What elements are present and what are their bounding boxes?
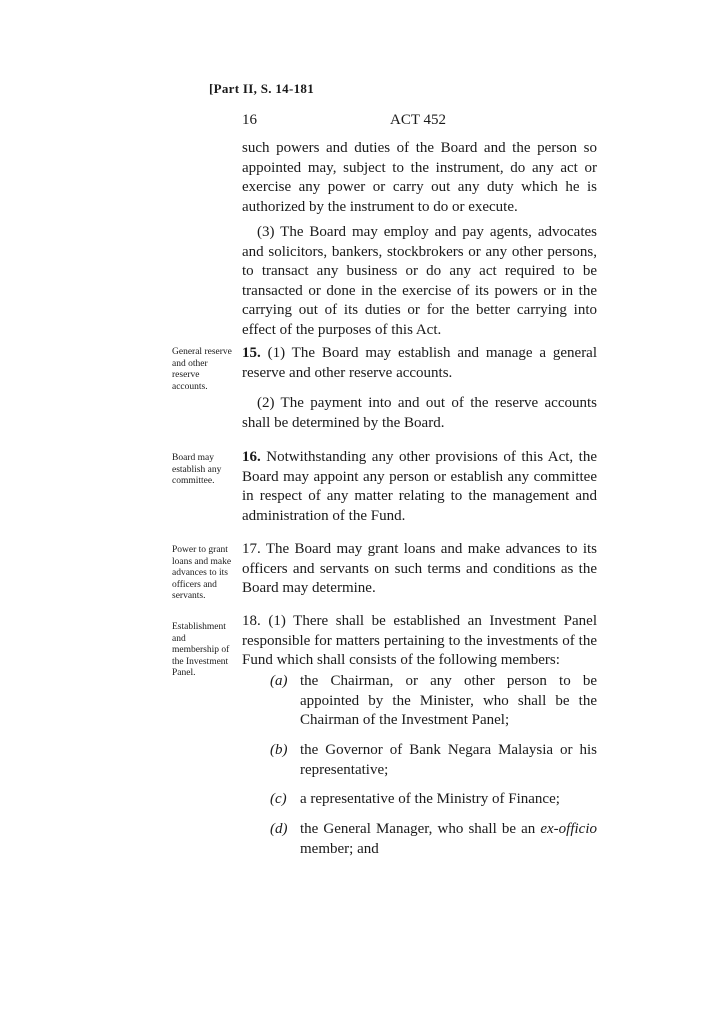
- list-item-text: the Chairman, or any other person to be appointed by the Minister, who shall be the Chairman of the Investment Panel;: [300, 673, 597, 728]
- list-item-label: (b): [270, 742, 288, 758]
- list-item-d: [270, 820, 597, 859]
- section-16-text: Notwithstanding any other provisions of this Act, the Board may appoint any person or establish any committee in respect of any matter relating to the management and administration of the Fund.: [242, 449, 597, 524]
- section-15: [242, 344, 597, 383]
- list-item-label: (a): [270, 673, 288, 689]
- section-number: 16.: [242, 449, 261, 465]
- continuation-paragraph: [242, 139, 597, 217]
- list-item-text: a representative of the Ministry of Finance;: [300, 791, 560, 807]
- list-item-text-italic: ex-officio: [540, 821, 597, 837]
- section-17-text: The Board may grant loans and make advances to its officers and servants on such terms and conditions as the Board may determine.: [242, 541, 597, 596]
- section-number: 18.: [242, 613, 261, 629]
- section-17: [242, 540, 597, 599]
- list-item-b: [270, 741, 597, 780]
- section-15-paragraph-2: (2) The payment into and out of the reserve accounts shall be determined by the Board.: [242, 395, 597, 431]
- section-16: [242, 448, 597, 526]
- intro-paragraph: such powers and duties of the Board and the person so appointed may, subject to the instrument, do any act or exercise any power or carry out any duty which he is authorized by the instrument to do or execute.: [242, 140, 597, 215]
- margin-note-s18: Establishment and membership of the Investment Panel.: [172, 622, 230, 678]
- subsection-3: [242, 223, 597, 340]
- section-number: 15.: [242, 345, 261, 361]
- list-item-text: the Governor of Bank Negara Malaysia or his representative;: [300, 742, 597, 778]
- act-number: ACT 452: [390, 112, 446, 128]
- margin-note-s16: Board may establish any committee.: [172, 453, 222, 486]
- page-number: 16: [242, 112, 257, 128]
- running-header-part-ref: [Part II, S. 14-181: [209, 81, 314, 96]
- section-17-paragraph: [242, 540, 597, 599]
- list-item-a: [270, 672, 597, 731]
- section-18-paragraph: [242, 612, 597, 671]
- list-item-text-after: member; and: [300, 840, 379, 857]
- section-16-paragraph: [242, 448, 597, 526]
- list-item-text: [300, 820, 597, 859]
- subsection-3-paragraph: (3) The Board may employ and pay agents, advocates and solicitors, bankers, stockbrokers or any other persons, to transact any business or do any act required to be transacted or done in the exercise of its powers or in the carrying out of its duties or for the better carrying into effect of the purposes of this Act.: [242, 224, 597, 338]
- margin-note-s17: Power to grant loans and make advances to its officers and servants.: [172, 545, 232, 601]
- section-15-text-1: (1) The Board may establish and manage a general reserve and other reserve accounts.: [242, 345, 598, 381]
- list-item-text-before: the General Manager, who shall be an: [300, 821, 541, 837]
- list-item-label: (d): [270, 821, 288, 837]
- list-item-label: (c): [270, 791, 287, 807]
- section-18: [242, 612, 597, 671]
- section-number: 17.: [242, 541, 261, 557]
- section-18-text: (1) There shall be established an Investment Panel responsible for matters pertaining to the investments of the Fund which shall consists of the following members:: [242, 613, 598, 668]
- section-15-paragraph-1: [242, 344, 597, 383]
- list-item-c: [270, 790, 597, 810]
- margin-note-s15: General reserve and other reserve accounts.: [172, 347, 232, 392]
- section-15-sub2: [242, 394, 597, 433]
